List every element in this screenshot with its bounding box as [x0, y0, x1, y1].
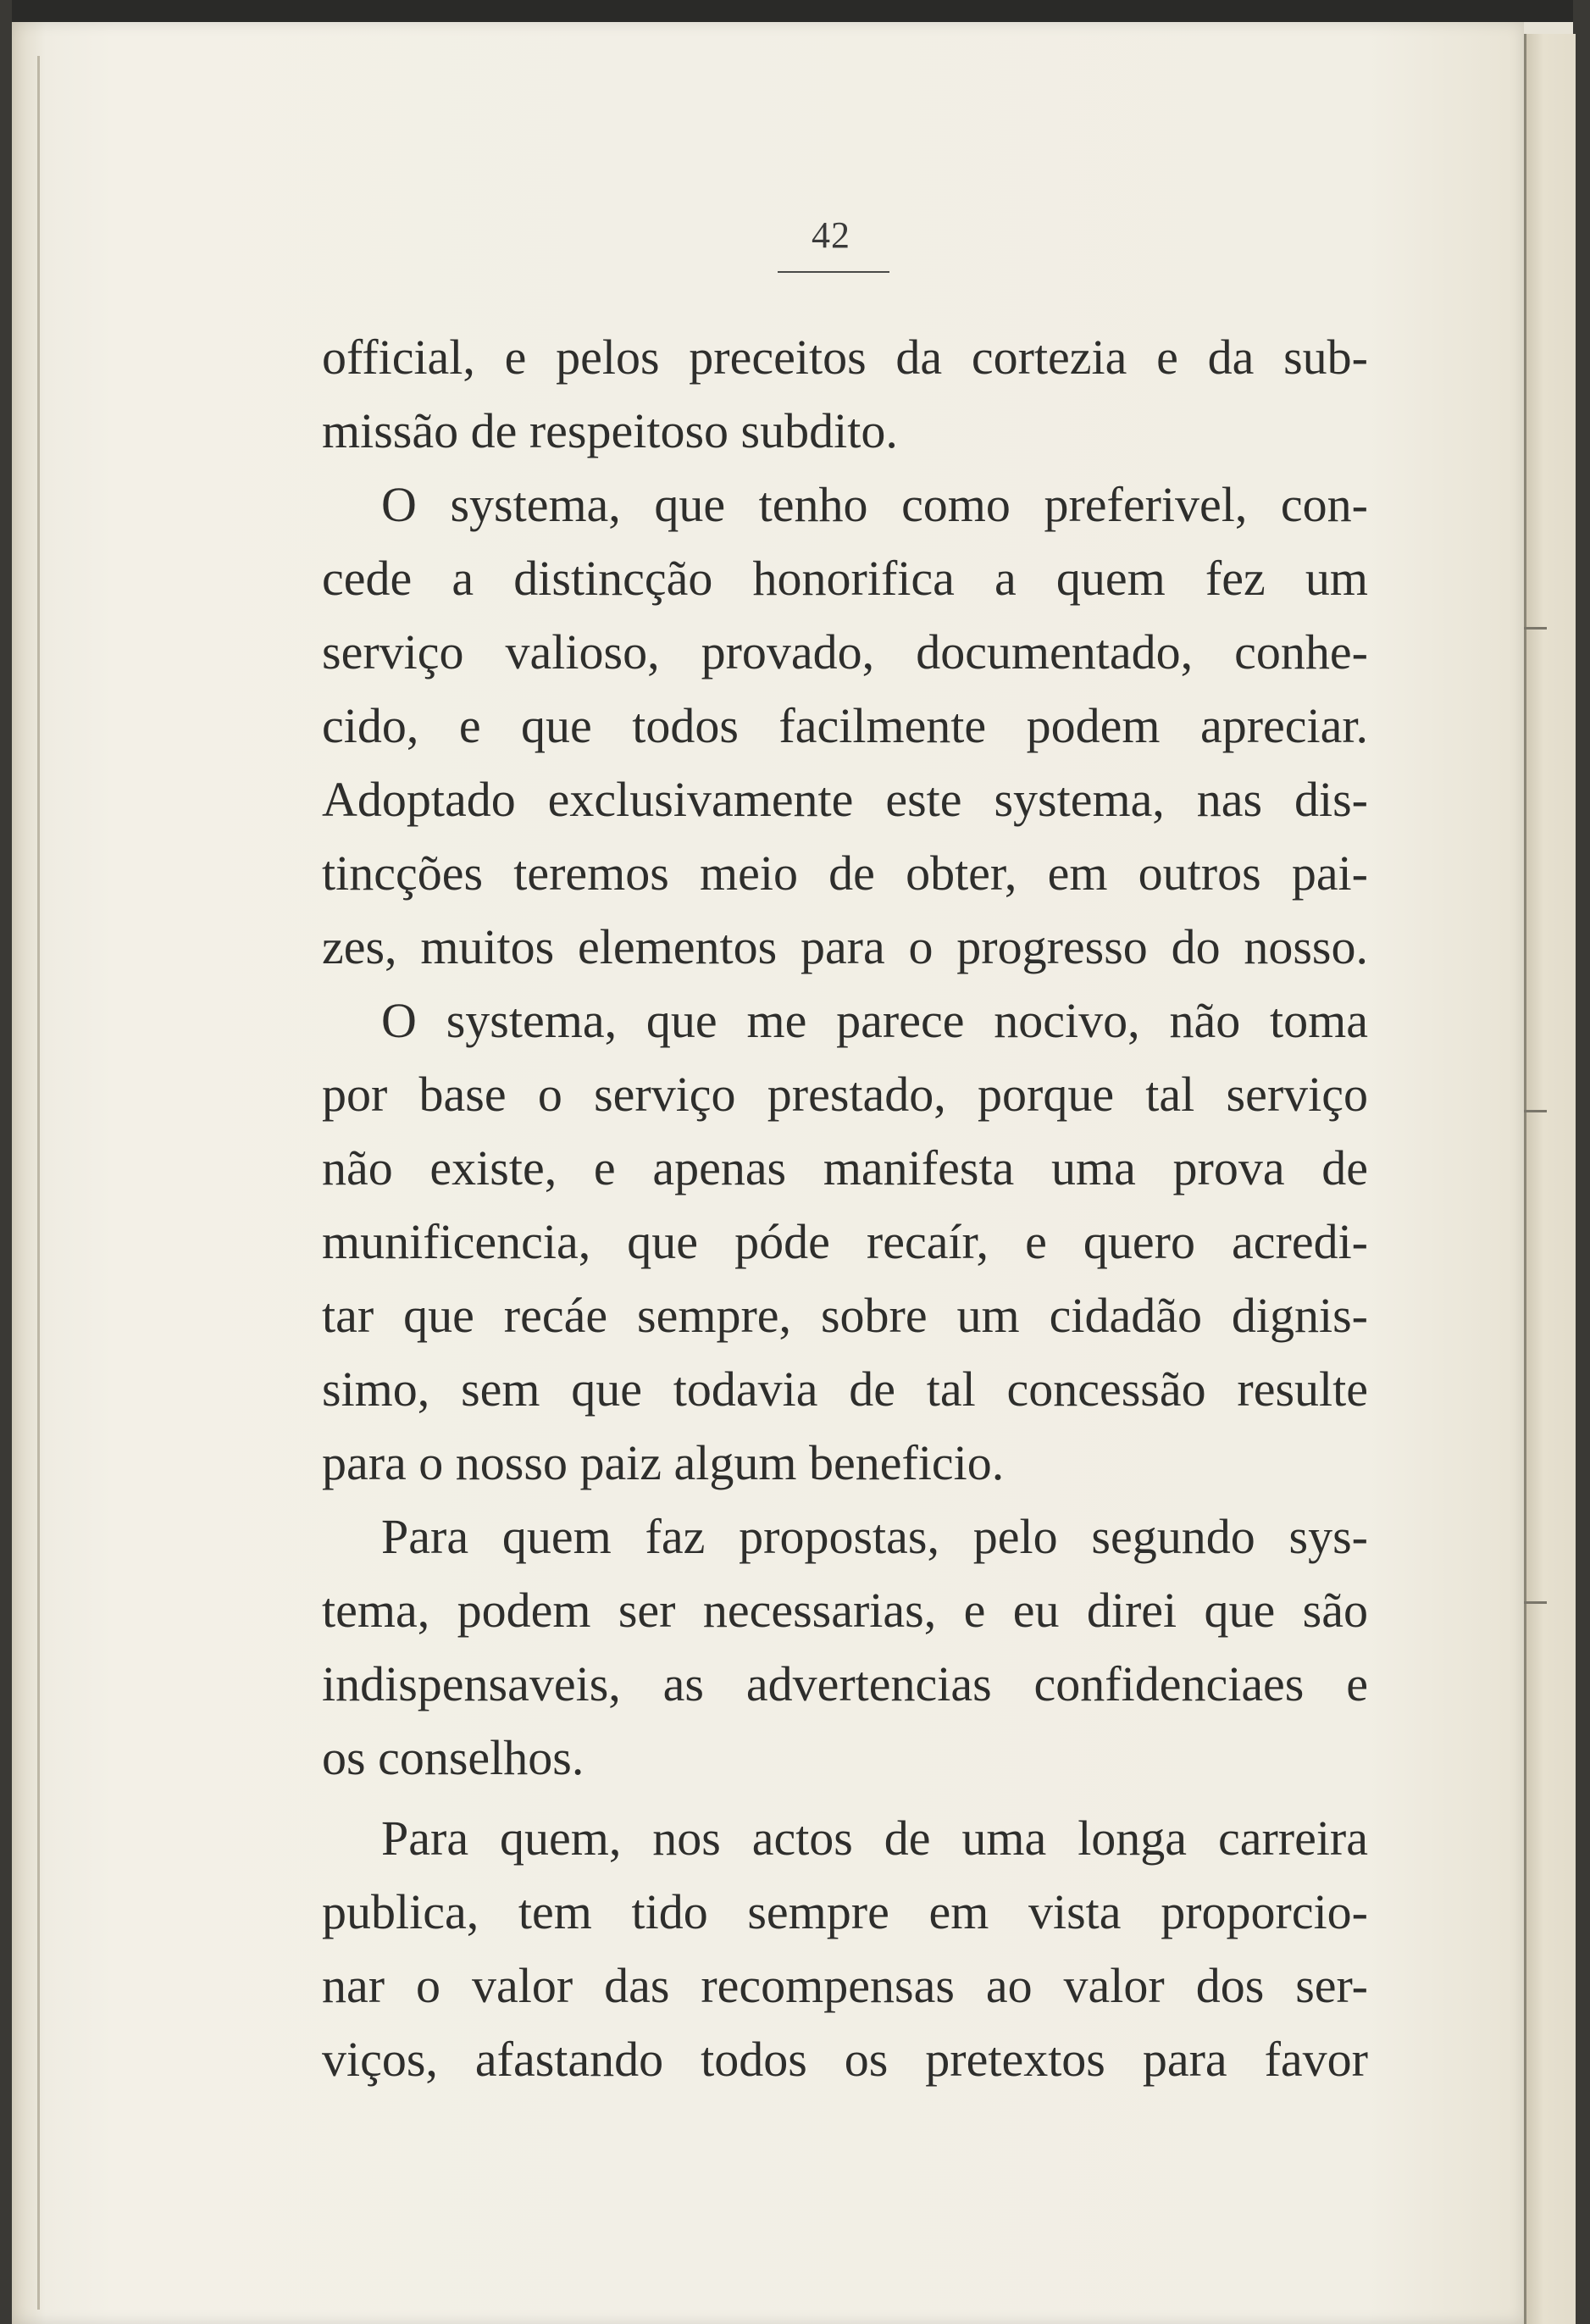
page-gutter-line [37, 56, 40, 2310]
page-number: 42 [812, 214, 850, 256]
adjacent-page-edge [1524, 34, 1576, 2324]
text-line: simo, sem que todavia de tal concessão resulte [322, 1362, 1368, 1417]
text-line: nar o valor das recompensas ao valor dos ser- [322, 1958, 1368, 2013]
text-line: missão de respeitoso subdito. [322, 403, 898, 458]
text-line: indispensaveis, as advertencias confidenciaes e [322, 1656, 1368, 1711]
text-line: zes, muitos elementos para o progresso do nosso. [322, 919, 1368, 974]
text-line: O systema, que me parece nocivo, não toma [381, 993, 1368, 1048]
page-number-rule [778, 271, 889, 273]
scan-left-edge [0, 0, 12, 2324]
body-text [322, 320, 1368, 2096]
text-line: não existe, e apenas manifesta uma prova de [322, 1140, 1368, 1195]
text-line: por base o serviço prestado, porque tal serviço [322, 1067, 1368, 1122]
text-line: tema, podem ser necessarias, e eu direi que são [322, 1583, 1368, 1638]
text-line: Adoptado exclusivamente este systema, nas dis- [322, 772, 1368, 827]
text-line: serviço valioso, provado, documentado, conhe- [322, 624, 1368, 679]
scan-right-edge [1573, 0, 1590, 2324]
text-line: tar que recáe sempre, sobre um cidadão dignis- [322, 1288, 1368, 1343]
text-line: para o nosso paiz algum beneficio. [322, 1435, 1005, 1490]
text-line: publica, tem tido sempre em vista proporcio- [322, 1884, 1368, 1939]
scan-top-edge [0, 0, 1590, 22]
text-line: viços, afastando todos os pretextos para favor [322, 2032, 1368, 2087]
text-line: tincções teremos meio de obter, em outros pai- [322, 846, 1368, 901]
text-line: official, e pelos preceitos da cortezia e da sub- [322, 330, 1368, 385]
text-line: os conselhos. [322, 1730, 584, 1785]
text-line: munificencia, que póde recaír, e quero acredi- [322, 1214, 1368, 1269]
text-line: cede a distincção honorifica a quem fez um [322, 551, 1368, 606]
text-line: O systema, que tenho como preferivel, con- [381, 477, 1368, 532]
text-line: Para quem faz propostas, pelo segundo sys- [381, 1509, 1368, 1564]
text-line: cido, e que todos facilmente podem apreciar. [322, 698, 1368, 753]
text-line: Para quem, nos actos de uma longa carreira [381, 1811, 1368, 1866]
